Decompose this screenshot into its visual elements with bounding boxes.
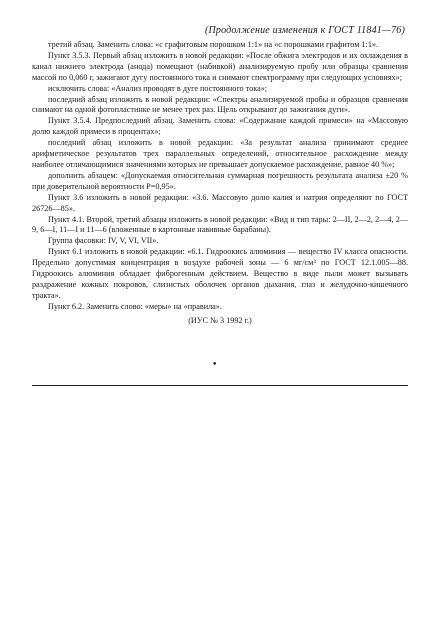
horizontal-rule (32, 385, 408, 386)
paragraph: исключить слова: «Анализ проводят в дуге постоянного тока»; (48, 83, 268, 93)
end-mark: • (212, 360, 218, 370)
document-body (32, 40, 408, 327)
paragraph: дополнить абзацем: «Допускаемая относительная суммарная погрешность результата анализа ±20 % при доверительной вероятности P=0,95». (32, 170, 408, 191)
paragraph: последний абзац изложить в новой редакции: «За результат анализа принимают среднее арифметическое результатов трех параллельных определений, относительное расхождение между наиболее отличающимися значениями которых не превышает допускаемое расхождение, равное 40 %»; (32, 138, 408, 169)
paragraph: Группа фасовки: IV, V, VI, VII». (48, 236, 159, 246)
paragraph: Пункт 4.1. Второй, третий абзацы изложить в новой редакции: «Вид и тип тары: 2—II, 2—2, 2—4, 2—9, 6—I, 11—I и 11—6 (вложенные в картонные навивные барабаны). (32, 214, 408, 235)
paragraph: третий абзац. Заменить слова: «с графитовым порошком 1:1» на «с порошками графитом 1:1». (48, 40, 379, 49)
source-note: (ИУС № 3 1992 г.) (188, 315, 252, 325)
page-header: (Продолжение изменения к ГОСТ 11841—76) (204, 25, 405, 36)
paragraph: Пункт 3.5.3. Первый абзац изложить в новой редакции: «После обжига электродов и их охлаждения в канал нижнего электрода (анода) помещают (набивкой) анализируемую пробу или образцы сравнения массой по 0,060 г, зажигают дугу постоянного тока и снимают спектрограмму при следующих условиях»; (32, 50, 408, 82)
paragraph: Пункт 3.5.4. Предпоследний абзац. Заменить слова: «Содержание каждой примеси» на «Массовую долю каждой примеси в процентах»; (32, 116, 408, 137)
paragraph: последний абзац изложить в новой редакции: «Спектры анализируемой пробы и образцов сравнения снимают на одной фотопластинке не менее трех раз. Щель открывают до зажигания дуги». (32, 94, 408, 115)
paragraph: Пункт 6.2. Заменить слово: «меры» на «правила». (48, 301, 222, 311)
paragraph: Пункт 6.1 изложить в новой редакции: «6.1. Гидроокись алюминия — вещество IV класса опасности. Предельно допустимая концентрация в воздухе рабочей зоны — 6 мг/см³ по ГОСТ 12.1.005—88. Гидроокись алюминия обладает фиброгенным действием. Вещество в виде пыли может вызывать раздражение кожных покровов, слизистых оболочек органов дыхания, глаз и желудочно-кишечного тракта». (32, 247, 408, 300)
paragraph: Пункт 3.6 изложить в новой редакции: «3.6. Массовую долю калия и натрия определяют по ГОСТ 26726—85». (32, 192, 408, 213)
